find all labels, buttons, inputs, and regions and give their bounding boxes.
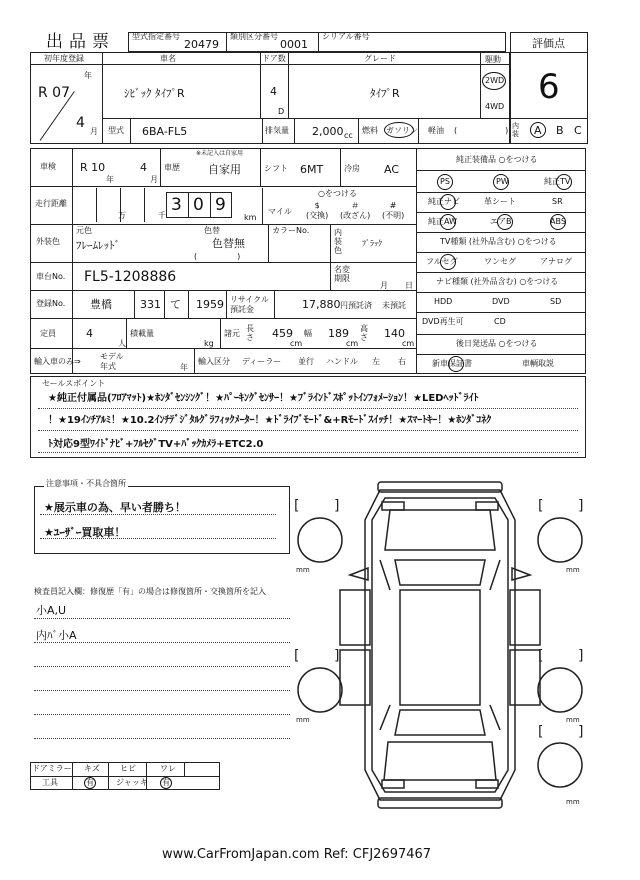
length-label: 長さ — [246, 324, 254, 342]
score-value: 6 — [538, 67, 560, 107]
first-reg-month-unit: 月 — [90, 127, 98, 136]
fuel-paren: ( ) — [454, 126, 509, 135]
import-parallel: 並行 — [298, 357, 314, 366]
interior-color-label: 内装色 — [334, 228, 342, 255]
mm-rr: mm — [566, 716, 580, 724]
name-change-month: 月 — [380, 281, 388, 290]
windshield — [395, 560, 485, 585]
notes-label: 注意事項・不具合箇所 — [46, 479, 126, 488]
width: 189 — [328, 327, 349, 340]
width-unit: cm — [346, 339, 359, 348]
mileage-unknown: # (不明) — [382, 201, 405, 220]
handle-right: 右 — [398, 357, 406, 366]
headlamp-left — [382, 502, 404, 510]
later-warranty: 新車保証書 — [432, 359, 472, 368]
equip-abs-circle — [550, 214, 566, 230]
shaken-year: R 10 — [80, 161, 106, 174]
length-unit: cm — [290, 339, 303, 348]
reg-class: 331 — [140, 298, 161, 311]
mileage-exchange: $ (交換) — [306, 201, 329, 220]
svg-text:]: ] — [578, 724, 584, 740]
height-label: 高さ — [360, 324, 368, 342]
navi-hdd: HDD — [434, 297, 453, 306]
equip-aw-circle — [440, 214, 456, 230]
footer-ref: www.CarFromJapan.com Ref: CFJ2697467 — [162, 847, 432, 862]
import-label: 輸入車のみ⇒ — [34, 357, 81, 366]
mileage-sen: 千 — [158, 211, 166, 220]
import-div-label: 輸入区分 — [198, 357, 230, 366]
tv-fullseg: フルセグ — [426, 257, 458, 266]
mileage-label: 走行距離 — [35, 199, 67, 208]
legend-jack: ジャッキ — [116, 778, 148, 787]
legend-broken: ワレ — [160, 764, 176, 773]
equip-airbag-circle — [497, 214, 513, 230]
history-label: 車歴 — [164, 163, 180, 172]
hood — [385, 510, 495, 550]
grade: ﾀｲﾌﾟR — [370, 87, 400, 100]
interior-a: A — [534, 124, 542, 137]
car-name: ｼﾋﾞｯｸ ﾀｲﾌﾟR — [124, 87, 185, 100]
mileage-digit-1: 3 — [171, 195, 182, 215]
mileage-tampered: ＃ (改ざん) — [340, 201, 371, 220]
legend-tools: 工具 — [42, 778, 58, 787]
mileage-digit-3: 9 — [215, 195, 226, 215]
taillamp-left — [382, 780, 404, 788]
legend-scratch: キズ — [84, 764, 100, 773]
navi-dvd-play: DVD再生可 — [422, 317, 464, 326]
displacement-label: 排気量 — [265, 126, 289, 135]
equip-tv-circle — [556, 174, 572, 190]
mileage-digit-2: 0 — [193, 195, 204, 215]
model-num: 20479 — [184, 38, 219, 51]
wheel-rear-left — [298, 668, 342, 712]
capacity-label: 定員 — [40, 329, 56, 338]
sales-label: セールスポイント — [42, 379, 106, 388]
dim-label: 諸元 — [224, 329, 240, 338]
navi-sd: SD — [550, 297, 562, 306]
model-year-unit: 年 — [180, 363, 188, 372]
headlamp-right — [476, 502, 498, 510]
legend-crack: ヒビ — [120, 764, 136, 773]
tv-fullseg-circle — [440, 254, 456, 270]
wheel-front-left — [298, 518, 342, 562]
first-reg-month: 4 — [76, 115, 85, 131]
shift: 6MT — [300, 163, 324, 176]
type-label: 型式 — [108, 126, 124, 135]
navi-dvd: DVD — [492, 297, 510, 306]
roof — [400, 590, 480, 705]
shaken-year-unit: 年 — [106, 175, 114, 184]
chassis-label: 車台No. — [36, 272, 66, 281]
svg-text:[: [ — [538, 724, 544, 740]
first-reg-label: 初年度登録 — [44, 54, 84, 63]
ac-label: 冷房 — [344, 164, 360, 173]
wheel-spare — [538, 743, 582, 787]
shaken-month: 4 — [140, 161, 147, 174]
displacement: 2,000 — [312, 125, 344, 138]
inspector-line-1: 小A,U — [36, 604, 67, 617]
equipment-title: 純正装備品 ○をつける — [456, 155, 538, 164]
tv-analog: アナログ — [540, 257, 572, 266]
original-color-label: 元色 — [76, 226, 92, 235]
taillamp-right — [476, 780, 498, 788]
svg-text:[: [ — [294, 498, 300, 514]
history-note: ※未記入は自家用 — [196, 150, 244, 157]
svg-text:]: ] — [334, 498, 340, 514]
mm-rl: mm — [296, 716, 310, 724]
sales-line-1: ★純正付属品(ﾌﾛｱﾏｯﾄ)★ﾎﾝﾀﾞｾﾝｼﾝｸﾞ！★ﾊﾟｰｷﾝｸﾞｾﾝｻｰ！★ﾌﾞﾗｲﾝﾄﾞｽﾎﾟｯﾄｲﾝﾌｫﾒｰｼｮﾝ！★LEDﾍｯﾄﾞﾗｲﾄ — [48, 393, 479, 404]
doc-title: 出品票 — [46, 32, 115, 52]
later-warranty-circle — [448, 356, 464, 372]
later-manual: 車輌取説 — [522, 359, 554, 368]
legend-jack-have: 有 — [162, 778, 170, 787]
mileage-circle-note: ○をつける — [318, 189, 357, 198]
equip-navi: 純正ナビ — [428, 197, 460, 206]
color-no-label: カラーNo. — [272, 226, 310, 235]
displacement-unit: cc — [344, 131, 353, 140]
width-label: 幅 — [304, 329, 312, 338]
repaint: 色替無 — [212, 237, 245, 250]
doors-label: ドア数 — [262, 54, 286, 63]
name-change-label: 名変期限 — [334, 265, 350, 283]
ac: AC — [384, 163, 400, 176]
model-year-label: モデル年式 — [100, 352, 124, 371]
svg-text:[: [ — [538, 498, 544, 514]
capacity-unit: 人 — [118, 339, 126, 348]
car-body-inner — [372, 498, 508, 792]
mm-fr: mm — [566, 566, 580, 574]
reg-kana: て — [170, 298, 181, 311]
equip-leather: 革シート — [484, 197, 516, 206]
door-type: D — [278, 107, 285, 116]
recycle-status: 円預託済 — [340, 301, 372, 310]
notes-line-1: ★展示車の為、早い者勝ち！ — [44, 501, 186, 514]
load-unit: kg — [204, 339, 214, 348]
tv-title: TV種類 (社外品含む) ○をつける — [440, 237, 557, 246]
equip-navi-circle — [440, 194, 456, 210]
equip-abs: ABS — [550, 217, 566, 226]
notes-box — [34, 486, 290, 554]
drive-4wd: 4WD — [485, 102, 505, 111]
fuel-gas: ガソリン — [386, 126, 418, 135]
handle-left: 左 — [372, 357, 380, 366]
svg-text:[: [ — [538, 648, 544, 664]
reg-label: 登録No. — [36, 299, 66, 308]
equip-tv: 純正TV — [544, 177, 571, 186]
capacity-value: 4 — [86, 327, 93, 340]
mileage-km: km — [244, 213, 257, 222]
trunk — [384, 742, 496, 780]
equip-pw: PW — [496, 177, 509, 186]
legend-tools-have: 有 — [86, 778, 94, 787]
load-label: 積載量 — [130, 329, 154, 338]
serial-label: シリアル番号 — [322, 32, 370, 41]
interior-b: B — [556, 124, 564, 137]
chassis-number: FL5-1208886 — [84, 269, 177, 285]
doors: 4 — [270, 85, 277, 98]
length: 459 — [272, 327, 293, 340]
sales-line-3: ﾄ対応9型ﾜｲﾄﾞﾅﾋﾞ+ﾌﾙｾｸﾞTV+ﾊﾞｯｸｶﾒﾗ+ETC2.0 — [48, 439, 264, 450]
equip-pw-circle — [493, 174, 509, 190]
shaken-label: 車検 — [40, 162, 56, 171]
tv-oneseg: ワンセグ — [484, 257, 516, 266]
equip-ps: PS — [440, 177, 450, 186]
repaint-label: 色替 — [204, 226, 220, 235]
interior-label: 内装 — [512, 122, 519, 138]
notes-line-2: ★ﾕｰｻﾞｰ買取車！ — [44, 526, 126, 539]
drive-2wd: 2WD — [485, 76, 505, 85]
svg-text:[: [ — [294, 648, 300, 664]
sales-line-2: ！★19ｲﾝﾁｱﾙﾐ！★10.2ｲﾝﾁﾃﾞｼﾞﾀﾙｸﾞﾗﾌｨｯｸﾒｰﾀｰ！★ﾄﾞﾗｲﾌﾞﾓｰﾄﾞ&+Rﾓｰﾄﾞｽｲｯﾁ！★ｽﾏｰﾄｷｰ！★ﾎﾝﾀﾞｺﾈｸ — [48, 415, 492, 426]
equip-aw: 純正AW — [428, 217, 457, 226]
height-unit: cm — [402, 339, 415, 348]
later-title: 後日発送品 ○をつける — [456, 339, 538, 348]
class-num: 0001 — [280, 38, 308, 51]
wheel-rear-right — [538, 668, 582, 712]
legend-door-mirror: ドアミラー — [32, 764, 72, 773]
grade-label: グレード — [364, 54, 396, 63]
equip-ps-circle — [437, 174, 453, 190]
car-diagram — [290, 480, 590, 810]
recycle-unpaid: 未預託 — [382, 301, 406, 310]
equip-sr: SR — [552, 197, 563, 206]
fuel-diesel: 軽油 — [428, 126, 444, 135]
wheel-front-right — [538, 518, 582, 562]
name-change-day: 日 — [405, 281, 413, 290]
model-num-label: 型式指定番号 — [132, 32, 180, 41]
handle-label: ハンドル — [326, 357, 358, 366]
svg-text:]: ] — [578, 498, 584, 514]
svg-text:]: ] — [578, 648, 584, 664]
car-name-label: 車名 — [160, 54, 176, 63]
equip-airbag: エアB — [490, 217, 512, 226]
class-num-label: 類別区分番号 — [230, 32, 278, 41]
score-label: 評価点 — [532, 37, 565, 50]
mm-fl: mm — [296, 566, 310, 574]
svg-text:]: ] — [334, 648, 340, 664]
interior-color: ﾌﾞﾗｯｸ — [362, 239, 382, 248]
interior-c: C — [574, 124, 582, 137]
mm-spare: mm — [566, 798, 580, 806]
inspector-label: 検査員記入欄：修復歴「有」の場合は修復箇所・交換箇所を記入 — [34, 587, 266, 596]
repaint-paren: ( ) — [194, 252, 241, 261]
recycle-value: 17,880 — [302, 298, 341, 311]
first-reg-era: R 07 — [38, 85, 70, 101]
navi-title: ナビ種類 (社外品含む) ○をつける — [436, 277, 559, 286]
inspector-line-2: 内ﾊﾞ小A — [36, 629, 77, 642]
rear-glass — [395, 710, 485, 735]
first-reg-year-unit: 年 — [84, 71, 92, 80]
navi-cd: CD — [494, 317, 506, 326]
mileage-mile: マイル — [268, 207, 292, 216]
height: 140 — [384, 327, 405, 340]
shift-label: シフト — [264, 164, 288, 173]
history: 自家用 — [208, 163, 241, 176]
reg-number: 1959 — [196, 298, 224, 311]
recycle-label: リサイクル預託金 — [230, 295, 269, 314]
shaken-month-unit: 月 — [150, 175, 158, 184]
reg-area: 豊橋 — [90, 298, 112, 311]
original-color: ﾌﾚｰﾑﾚｯﾄﾞ — [76, 239, 120, 252]
fuel-label: 燃料 — [362, 126, 378, 135]
mileage-man: 万 — [118, 211, 126, 220]
color-label: 外装色 — [36, 237, 60, 246]
drive-label: 駆動 — [485, 55, 501, 64]
type-value: 6BA-FL5 — [142, 125, 188, 138]
import-dealer: ディーラー — [242, 357, 282, 366]
